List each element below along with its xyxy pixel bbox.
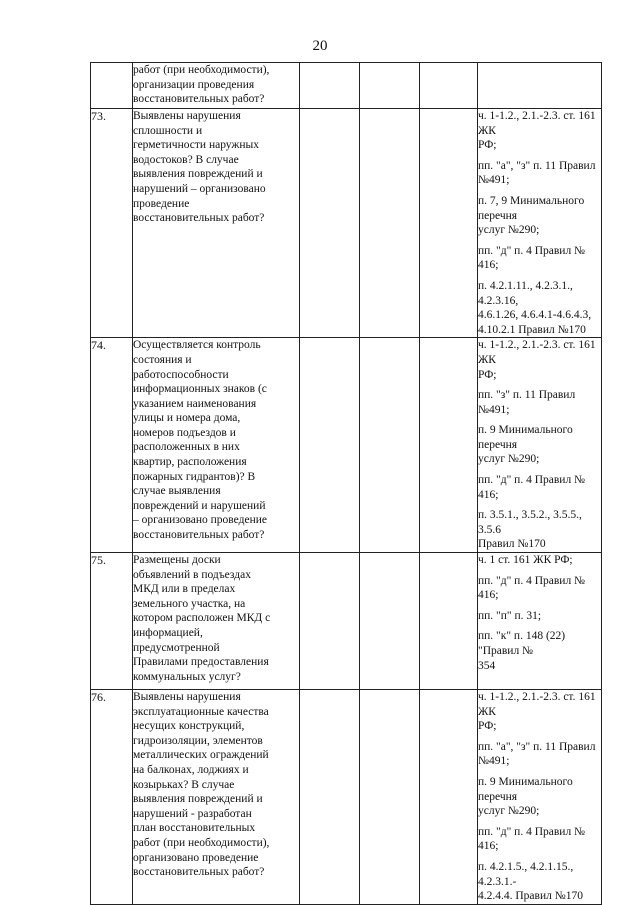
text-line: повреждений и нарушений (133, 499, 266, 512)
question-cell (133, 338, 300, 553)
text-line: – организовано проведение (133, 514, 267, 527)
legal-ref-cell (478, 553, 602, 690)
answer-na-cell (420, 690, 478, 905)
text-line: РФ; (478, 139, 497, 152)
text-line: пп. "а", "з" п. 11 Правил (478, 740, 596, 753)
text-line: услуг №290; (478, 805, 540, 818)
text-line: ч. 1-1.2., 2.1.-2.3. ст. 161 ЖК (478, 339, 596, 366)
text-line: герметичности наружных (133, 139, 259, 152)
text-line: пп. "д" п. 4 Правил № 416; (478, 825, 586, 853)
text-line: организовано проведение (133, 851, 259, 864)
text-line: нарушений – организовано (133, 182, 266, 195)
legal-ref-cell (478, 63, 602, 109)
text-line: п. 4.2.1.5., 4.2.1.15., 4.2.3.1.- (478, 860, 574, 888)
legal-reference (478, 740, 601, 769)
text-line: №491; (478, 755, 510, 768)
text-line: услуг №290; (478, 453, 540, 466)
answer-na-cell (420, 109, 478, 338)
text-line: 4.2.4.4. Правил №170 (478, 890, 583, 903)
legal-reference (478, 338, 601, 382)
row-number: 73. (91, 109, 106, 123)
question-cell (133, 63, 300, 109)
question-text (133, 338, 299, 542)
legal-reference (478, 194, 601, 238)
text-line: Выявлены нарушения (133, 691, 241, 704)
legal-reference (478, 388, 601, 417)
text-line: п. 7, 9 Минимального перечня (478, 194, 585, 222)
table-row (91, 690, 602, 905)
question-cell (133, 553, 300, 690)
legal-ref-cell (478, 338, 602, 553)
legal-reference (478, 574, 601, 603)
text-line: МКД или в пределах (133, 583, 236, 596)
text-line: сплошности и (133, 124, 203, 137)
text-line: объявлений в подъездах (133, 568, 251, 581)
answer-no-cell (360, 338, 420, 553)
answer-na-cell (420, 338, 478, 553)
text-line: пп. "з" п. 11 Правил №491; (478, 389, 576, 416)
answer-yes-cell (300, 63, 360, 109)
text-line: восстановительных работ? (133, 866, 265, 879)
page-number: 20 (312, 38, 328, 54)
legal-reference (478, 775, 601, 819)
answer-na-cell (420, 63, 478, 109)
text-line: план восстановительных (133, 822, 256, 835)
question-text (133, 690, 299, 880)
text-line: Правил №170 (478, 538, 546, 551)
row-number: 75. (91, 553, 106, 568)
text-line: пп. "д" п. 4 Правил № 416; (478, 474, 586, 501)
answer-no-cell (360, 63, 420, 109)
text-line: пп. "п" п. 31; (478, 609, 542, 622)
legal-reference (478, 860, 601, 904)
text-line: пп. "к" п. 148 (22) "Правил № (478, 630, 566, 657)
text-line: п. 3.5.1., 3.5.2., 3.5.5., 3.5.6 (478, 509, 582, 536)
text-line: 354 (478, 659, 496, 672)
answer-yes-cell (300, 553, 360, 690)
text-line: п. 9 Минимального перечня (478, 776, 573, 803)
legal-reference (478, 629, 601, 673)
text-line: гидроизоляции, элементов (133, 734, 263, 747)
legal-ref-cell (478, 109, 602, 338)
answer-yes-cell (300, 338, 360, 553)
row-number-cell (91, 109, 133, 338)
text-line: проведение (133, 197, 190, 210)
text-line: восстановительных работ? (133, 93, 265, 106)
row-number-cell (91, 690, 133, 905)
text-line: указанием наименования (133, 397, 257, 410)
text-line: РФ; (478, 720, 497, 733)
text-line: котором расположен МКД с (133, 612, 271, 625)
text-line: Размещены доски (133, 554, 221, 567)
text-line: случае выявления (133, 485, 221, 498)
text-line: 4.6.1.26, 4.6.4.1-4.6.4.3, (478, 309, 592, 322)
legal-reference (478, 825, 601, 854)
answer-na-cell (420, 553, 478, 690)
text-line: №491; (478, 174, 510, 187)
text-line: ч. 1-1.2., 2.1.-2.3. ст. 161 ЖК (478, 691, 596, 718)
answer-no-cell (360, 553, 420, 690)
table-row (91, 109, 602, 338)
legal-reference (478, 609, 601, 624)
text-line: РФ; (478, 368, 497, 381)
text-line: Правилами предоставления (133, 656, 269, 669)
text-line: на балконах, лоджиях и (133, 764, 249, 776)
text-line: услуг №290; (478, 224, 540, 237)
text-line: коммунальных услуг? (133, 670, 241, 683)
text-line: несущих конструкций, (133, 720, 245, 733)
legal-reference (478, 508, 601, 552)
question-cell (133, 690, 300, 905)
text-line: Осуществляется контроль (133, 339, 261, 352)
text-line: выявления повреждений и (133, 793, 263, 806)
text-line: эксплуатационные качества (133, 705, 269, 718)
row-number: 74. (91, 338, 106, 353)
text-line: п. 9 Минимального перечня (478, 424, 573, 451)
text-line: состояния и (133, 353, 192, 366)
text-line: металлических ограждений (133, 749, 269, 762)
text-line: земельного участка, на (133, 597, 246, 610)
text-line: пп. "д" п. 4 Правил № 416; (478, 244, 586, 272)
text-line: выявления повреждений и (133, 168, 263, 181)
table-row-continuation (91, 63, 602, 109)
text-line: информационных знаков (с (133, 383, 267, 396)
text-line: работоспособности (133, 368, 229, 381)
text-line: предусмотренной (133, 641, 220, 654)
text-line: восстановительных работ? (133, 212, 265, 225)
row-number-cell (91, 553, 133, 690)
text-line: водостоков? В случае (133, 153, 239, 166)
legal-reference (478, 159, 601, 188)
text-line: информацией, (133, 627, 203, 639)
text-line: ч. 1-1.2., 2.1.-2.3. ст. 161 ЖК (478, 110, 596, 137)
text-line: номеров подъездов и (133, 426, 236, 439)
answer-no-cell (360, 690, 420, 905)
legal-reference (478, 553, 601, 568)
legal-reference (478, 279, 601, 337)
text-line: улицы и номера дома, (133, 412, 241, 425)
row-number: 76. (91, 690, 106, 705)
legal-ref-cell (478, 690, 602, 905)
text-line: нарушений - разработан (133, 807, 252, 820)
question-text (133, 63, 299, 107)
question-text (133, 553, 299, 684)
text-line: пп. "а", "з" п. 11 Правил (478, 159, 596, 172)
text-line: п. 4.2.1.11., 4.2.3.1., 4.2.3.16, (478, 279, 573, 307)
answer-yes-cell (300, 690, 360, 905)
text-line: пожарных гидрантов)? В (133, 470, 256, 483)
text-line: пп. "д" п. 4 Правил № 416; (478, 574, 586, 602)
question-text (133, 109, 299, 226)
question-cell (133, 109, 300, 338)
text-line: 4.10.2.1 Правил №170 (478, 323, 586, 336)
legal-reference (478, 690, 601, 734)
legal-reference (478, 473, 601, 502)
text-line: козырьках? В случае (133, 778, 235, 791)
checklist-table (90, 62, 602, 905)
text-line: Выявлены нарушения (133, 110, 241, 122)
row-number-cell (91, 338, 133, 553)
table-row (91, 553, 602, 690)
text-line: квартир, расположения (133, 456, 247, 469)
table-row (91, 338, 602, 553)
row-number-cell (91, 63, 133, 109)
text-line: работ (при необходимости), (133, 64, 270, 76)
text-line: восстановительных работ? (133, 529, 265, 542)
text-line: расположенных в них (133, 441, 240, 454)
legal-reference (478, 244, 601, 273)
text-line: организации проведения (133, 78, 255, 91)
answer-yes-cell (300, 109, 360, 338)
text-line: ч. 1 ст. 161 ЖК РФ; (478, 554, 573, 567)
legal-reference (478, 423, 601, 467)
text-line: работ (при необходимости), (133, 836, 270, 849)
answer-no-cell (360, 109, 420, 338)
legal-reference (478, 109, 601, 153)
